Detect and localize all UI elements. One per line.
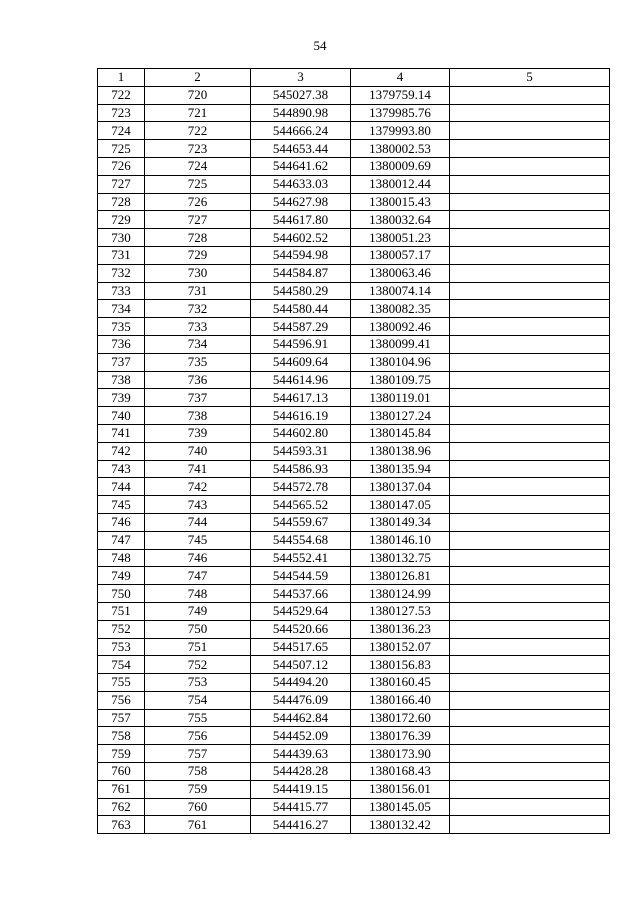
table-cell: 1380136.23 <box>351 620 450 638</box>
table-body <box>98 86 610 833</box>
table-cell: 1380119.01 <box>351 389 450 407</box>
table-cell: 544572.78 <box>251 478 351 496</box>
table-cell: 745 <box>145 531 251 549</box>
table-cell <box>450 727 610 745</box>
table-cell: 544416.27 <box>251 816 351 834</box>
table-row <box>98 193 610 211</box>
table-cell: 544602.80 <box>251 424 351 442</box>
table-cell: 544596.91 <box>251 335 351 353</box>
table-cell: 726 <box>98 157 145 175</box>
table-row <box>98 513 610 531</box>
page-number: 54 <box>313 38 327 53</box>
table-cell <box>450 318 610 336</box>
table-cell: 544415.77 <box>251 798 351 816</box>
table-cell: 545027.38 <box>251 86 351 104</box>
table-cell: 754 <box>98 656 145 674</box>
table-cell: 544580.29 <box>251 282 351 300</box>
table-cell: 762 <box>98 798 145 816</box>
table-cell: 1380099.41 <box>351 335 450 353</box>
table-cell: 1380009.69 <box>351 157 450 175</box>
table-row <box>98 140 610 158</box>
table-row <box>98 780 610 798</box>
table-cell <box>450 763 610 781</box>
table-row <box>98 175 610 193</box>
table-cell <box>450 353 610 371</box>
table-cell: 757 <box>145 745 251 763</box>
table-cell: 1380138.96 <box>351 442 450 460</box>
table-cell: 544537.66 <box>251 585 351 603</box>
table-row <box>98 282 610 300</box>
table-cell: 733 <box>98 282 145 300</box>
table-cell: 544565.52 <box>251 496 351 514</box>
table-cell: 544428.28 <box>251 763 351 781</box>
table-cell: 752 <box>145 656 251 674</box>
table-cell: 763 <box>98 816 145 834</box>
table-cell: 1380104.96 <box>351 353 450 371</box>
table-cell: 730 <box>145 264 251 282</box>
table-row <box>98 567 610 585</box>
column-header: 2 <box>145 69 251 87</box>
table-cell: 1380051.23 <box>351 229 450 247</box>
table-cell: 744 <box>98 478 145 496</box>
table-cell: 758 <box>98 727 145 745</box>
table-cell: 746 <box>98 513 145 531</box>
table-row <box>98 211 610 229</box>
table-cell <box>450 229 610 247</box>
table-row <box>98 709 610 727</box>
table-cell: 730 <box>98 229 145 247</box>
table-cell: 749 <box>145 602 251 620</box>
table-cell: 544641.62 <box>251 157 351 175</box>
table-row <box>98 638 610 656</box>
table-row <box>98 602 610 620</box>
table-cell <box>450 175 610 193</box>
table-cell: 544602.52 <box>251 229 351 247</box>
table-cell: 753 <box>145 674 251 692</box>
table-cell: 732 <box>145 300 251 318</box>
table-cell: 753 <box>98 638 145 656</box>
table-row <box>98 691 610 709</box>
table-cell: 737 <box>145 389 251 407</box>
table-row <box>98 531 610 549</box>
table-cell <box>450 407 610 425</box>
table-cell: 544520.66 <box>251 620 351 638</box>
table-cell: 544617.13 <box>251 389 351 407</box>
table-cell <box>450 335 610 353</box>
table-cell: 1380152.07 <box>351 638 450 656</box>
table-cell: 727 <box>145 211 251 229</box>
table-row <box>98 389 610 407</box>
table-cell: 1380160.45 <box>351 674 450 692</box>
table-cell: 1380063.46 <box>351 264 450 282</box>
table-cell: 722 <box>98 86 145 104</box>
table-cell <box>450 478 610 496</box>
table-cell: 1379993.80 <box>351 122 450 140</box>
table-cell: 1380149.34 <box>351 513 450 531</box>
table-cell: 755 <box>98 674 145 692</box>
table-cell: 761 <box>145 816 251 834</box>
table-cell <box>450 424 610 442</box>
table-cell: 736 <box>98 335 145 353</box>
table-row <box>98 407 610 425</box>
table-cell: 741 <box>98 424 145 442</box>
table-cell: 1380057.17 <box>351 246 450 264</box>
table-cell <box>450 798 610 816</box>
table-cell: 728 <box>98 193 145 211</box>
table-cell <box>450 656 610 674</box>
table-row <box>98 585 610 603</box>
table-cell: 1380012.44 <box>351 175 450 193</box>
table-cell: 751 <box>145 638 251 656</box>
table-cell: 1380135.94 <box>351 460 450 478</box>
table-cell: 1380145.84 <box>351 424 450 442</box>
table-cell <box>450 246 610 264</box>
table-cell: 544609.64 <box>251 353 351 371</box>
table-cell: 742 <box>98 442 145 460</box>
table-cell: 1379759.14 <box>351 86 450 104</box>
table-cell: 544653.44 <box>251 140 351 158</box>
table-cell: 1380074.14 <box>351 282 450 300</box>
table-row <box>98 478 610 496</box>
table-row <box>98 424 610 442</box>
table-cell <box>450 585 610 603</box>
table-cell: 1380146.10 <box>351 531 450 549</box>
table-cell: 755 <box>145 709 251 727</box>
table-cell <box>450 104 610 122</box>
table-cell: 544494.20 <box>251 674 351 692</box>
table-cell: 721 <box>145 104 251 122</box>
table-cell: 1380156.83 <box>351 656 450 674</box>
table-cell: 740 <box>98 407 145 425</box>
table-cell <box>450 122 610 140</box>
table-cell <box>450 264 610 282</box>
table-cell: 748 <box>98 549 145 567</box>
table-cell: 544587.29 <box>251 318 351 336</box>
table-row <box>98 745 610 763</box>
table-cell: 747 <box>98 531 145 549</box>
table-cell: 1380092.46 <box>351 318 450 336</box>
table-cell: 739 <box>145 424 251 442</box>
table-row <box>98 104 610 122</box>
table-row <box>98 264 610 282</box>
table-row <box>98 353 610 371</box>
table-cell: 731 <box>98 246 145 264</box>
table-cell: 729 <box>145 246 251 264</box>
table-cell: 544584.87 <box>251 264 351 282</box>
table-cell: 1380137.04 <box>351 478 450 496</box>
table-cell: 544552.41 <box>251 549 351 567</box>
table-row <box>98 318 610 336</box>
table-row <box>98 335 610 353</box>
table-cell: 727 <box>98 175 145 193</box>
table-cell: 757 <box>98 709 145 727</box>
table-cell: 746 <box>145 549 251 567</box>
table-cell: 726 <box>145 193 251 211</box>
table-cell <box>450 780 610 798</box>
table-cell: 1380145.05 <box>351 798 450 816</box>
table-cell: 735 <box>145 353 251 371</box>
table-cell: 544890.98 <box>251 104 351 122</box>
table-cell: 761 <box>98 780 145 798</box>
table-cell: 544419.15 <box>251 780 351 798</box>
table-cell: 741 <box>145 460 251 478</box>
table-cell <box>450 460 610 478</box>
table-cell: 744 <box>145 513 251 531</box>
table-cell: 725 <box>145 175 251 193</box>
table-row <box>98 656 610 674</box>
table-cell: 1380156.01 <box>351 780 450 798</box>
table-cell: 759 <box>145 780 251 798</box>
table-row <box>98 371 610 389</box>
column-header: 1 <box>98 69 145 87</box>
table-cell: 544580.44 <box>251 300 351 318</box>
table-cell: 1380176.39 <box>351 727 450 745</box>
table-cell <box>450 816 610 834</box>
table-row <box>98 620 610 638</box>
table-cell: 1380082.35 <box>351 300 450 318</box>
column-header: 4 <box>351 69 450 87</box>
table-cell: 544517.65 <box>251 638 351 656</box>
table-row <box>98 229 610 247</box>
table-cell: 760 <box>98 763 145 781</box>
table-cell: 720 <box>145 86 251 104</box>
table-cell: 751 <box>98 602 145 620</box>
table-cell: 725 <box>98 140 145 158</box>
table-row <box>98 549 610 567</box>
table-cell: 759 <box>98 745 145 763</box>
table-cell <box>450 157 610 175</box>
table-cell: 1380173.90 <box>351 745 450 763</box>
table-cell: 728 <box>145 229 251 247</box>
table-row <box>98 727 610 745</box>
table-cell <box>450 745 610 763</box>
table-cell: 729 <box>98 211 145 229</box>
table-row <box>98 798 610 816</box>
table-cell: 1380124.99 <box>351 585 450 603</box>
table-cell: 544633.03 <box>251 175 351 193</box>
table-row <box>98 246 610 264</box>
table-row <box>98 816 610 834</box>
table-cell <box>450 691 610 709</box>
table-cell: 739 <box>98 389 145 407</box>
table-cell <box>450 371 610 389</box>
table-cell <box>450 513 610 531</box>
table-cell <box>450 193 610 211</box>
table-cell <box>450 602 610 620</box>
table-cell: 1380132.75 <box>351 549 450 567</box>
table-header-row <box>98 69 610 87</box>
table-row <box>98 674 610 692</box>
table-cell: 738 <box>98 371 145 389</box>
table-cell: 544529.64 <box>251 602 351 620</box>
table-cell: 544462.84 <box>251 709 351 727</box>
table-cell: 544594.98 <box>251 246 351 264</box>
table-cell: 723 <box>145 140 251 158</box>
coordinates-table <box>97 68 610 834</box>
table-cell: 1380002.53 <box>351 140 450 158</box>
table-cell: 737 <box>98 353 145 371</box>
table-cell <box>450 211 610 229</box>
column-header: 3 <box>251 69 351 87</box>
table-cell: 748 <box>145 585 251 603</box>
table-cell: 722 <box>145 122 251 140</box>
table-cell <box>450 496 610 514</box>
table-cell: 756 <box>98 691 145 709</box>
table-cell: 1380147.05 <box>351 496 450 514</box>
table-cell: 544627.98 <box>251 193 351 211</box>
table-cell <box>450 86 610 104</box>
table-cell: 544544.59 <box>251 567 351 585</box>
table-cell <box>450 638 610 656</box>
table-cell: 1380132.42 <box>351 816 450 834</box>
table-cell: 544593.31 <box>251 442 351 460</box>
table-cell: 740 <box>145 442 251 460</box>
table-cell: 758 <box>145 763 251 781</box>
table-cell: 544586.93 <box>251 460 351 478</box>
table-row <box>98 300 610 318</box>
table-cell <box>450 709 610 727</box>
table-cell <box>450 389 610 407</box>
table-cell: 1380126.81 <box>351 567 450 585</box>
table-row <box>98 442 610 460</box>
table-cell: 756 <box>145 727 251 745</box>
table-cell <box>450 549 610 567</box>
table-cell <box>450 531 610 549</box>
table-cell: 745 <box>98 496 145 514</box>
table-cell: 723 <box>98 104 145 122</box>
table-cell <box>450 442 610 460</box>
table-cell: 747 <box>145 567 251 585</box>
table-cell: 760 <box>145 798 251 816</box>
table-cell: 736 <box>145 371 251 389</box>
table-cell: 750 <box>98 585 145 603</box>
table-row <box>98 460 610 478</box>
table-cell: 724 <box>145 157 251 175</box>
table-row <box>98 496 610 514</box>
table-cell: 544666.24 <box>251 122 351 140</box>
table-cell: 544476.09 <box>251 691 351 709</box>
table-cell: 724 <box>98 122 145 140</box>
table-cell: 743 <box>98 460 145 478</box>
table-cell: 731 <box>145 282 251 300</box>
table-cell: 544616.19 <box>251 407 351 425</box>
table-row <box>98 763 610 781</box>
table-cell <box>450 567 610 585</box>
table-cell: 544554.68 <box>251 531 351 549</box>
table-cell: 544452.09 <box>251 727 351 745</box>
table-cell: 754 <box>145 691 251 709</box>
table-cell: 1380015.43 <box>351 193 450 211</box>
table-cell: 1380166.40 <box>351 691 450 709</box>
table-cell: 738 <box>145 407 251 425</box>
table-cell: 544559.67 <box>251 513 351 531</box>
table-cell: 544614.96 <box>251 371 351 389</box>
table-cell: 1380109.75 <box>351 371 450 389</box>
table-cell: 1380127.53 <box>351 602 450 620</box>
table-cell <box>450 140 610 158</box>
table-cell <box>450 282 610 300</box>
table-cell: 734 <box>145 335 251 353</box>
table-cell: 544617.80 <box>251 211 351 229</box>
table-row <box>98 86 610 104</box>
table-row <box>98 157 610 175</box>
column-header: 5 <box>450 69 610 87</box>
table-cell: 734 <box>98 300 145 318</box>
table-cell: 1380172.60 <box>351 709 450 727</box>
table-cell: 1380127.24 <box>351 407 450 425</box>
table-cell: 735 <box>98 318 145 336</box>
table-cell: 1380168.43 <box>351 763 450 781</box>
table-cell: 1379985.76 <box>351 104 450 122</box>
table-cell: 749 <box>98 567 145 585</box>
table-cell <box>450 674 610 692</box>
table-cell: 544439.63 <box>251 745 351 763</box>
table-cell: 1380032.64 <box>351 211 450 229</box>
table-cell: 544507.12 <box>251 656 351 674</box>
table-cell: 742 <box>145 478 251 496</box>
table-cell: 733 <box>145 318 251 336</box>
table-cell: 750 <box>145 620 251 638</box>
table-cell: 732 <box>98 264 145 282</box>
table-cell <box>450 620 610 638</box>
table-row <box>98 122 610 140</box>
table-cell: 752 <box>98 620 145 638</box>
table-cell <box>450 300 610 318</box>
table-cell: 743 <box>145 496 251 514</box>
